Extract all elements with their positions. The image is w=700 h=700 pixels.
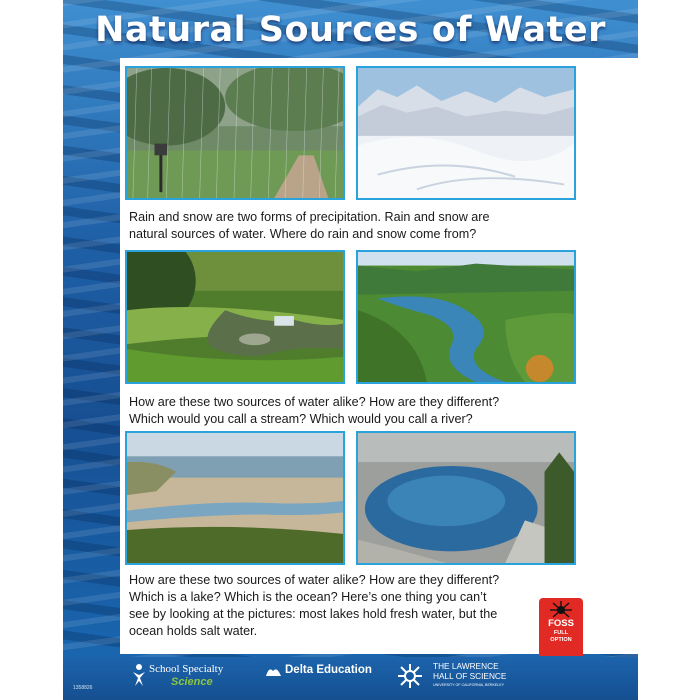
caption-line: Rain and snow are two forms of precipitation. Rain and snow are: [129, 210, 490, 224]
content-panel: [120, 58, 638, 654]
photo-stream: [125, 250, 345, 384]
caption-line: natural sources of water. Where do rain and snow come from?: [129, 227, 477, 241]
molecule-icon: [396, 662, 424, 690]
photo-rain: [125, 66, 345, 200]
caption-lake-ocean: [129, 572, 589, 640]
caption-line: Which is a lake? Which is the ocean? Here’s one thing you can’t: [129, 590, 487, 604]
school-specialty-logo: [131, 663, 224, 692]
photo-ocean: [125, 431, 345, 565]
figure-icon: [131, 663, 147, 687]
delta-education-name: Delta Education: [285, 664, 372, 676]
lawrence-hall-logo: [396, 661, 507, 695]
foss-subline: OPTION: [550, 637, 572, 644]
foss-name: FOSS: [548, 618, 574, 629]
photo-river: [356, 250, 576, 384]
foss-subline: FULL: [553, 630, 569, 636]
caption-line: How are these two sources of water alike? How are they different?: [129, 573, 500, 587]
foss-sunburst-icon: [549, 601, 573, 619]
poster-title: Natural Sources of Water: [95, 10, 606, 50]
foss-badge: [539, 598, 583, 656]
lawrence-line: HALL OF SCIENCE: [433, 670, 507, 681]
delta-education-logo: [265, 664, 372, 683]
school-specialty-name: School Specialty: [149, 663, 224, 675]
caption-line: Which would you call a stream? Which would you call a river?: [129, 412, 473, 426]
caption-line: ocean holds salt water.: [129, 624, 258, 638]
caption-line: see by looking at the pictures: most lakes hold fresh water, but the: [129, 607, 498, 621]
lawrence-hall-sub: UNIVERSITY OF CALIFORNIA, BERKELEY: [433, 683, 505, 687]
product-code: 1358826: [73, 685, 93, 691]
lawrence-hall-name: [433, 662, 506, 681]
caption-stream-river: [129, 394, 589, 428]
lawrence-line: THE LAWRENCE: [433, 661, 499, 671]
caption-precipitation: [129, 209, 589, 243]
footer-bar: [63, 657, 638, 700]
photo-snow: [356, 66, 576, 200]
caption-line: How are these two sources of water alike? How are they different?: [129, 395, 500, 409]
poster: [63, 0, 638, 700]
photo-lake: [356, 431, 576, 565]
school-specialty-sub: Science: [171, 676, 213, 688]
delta-hands-icon: [265, 664, 282, 678]
